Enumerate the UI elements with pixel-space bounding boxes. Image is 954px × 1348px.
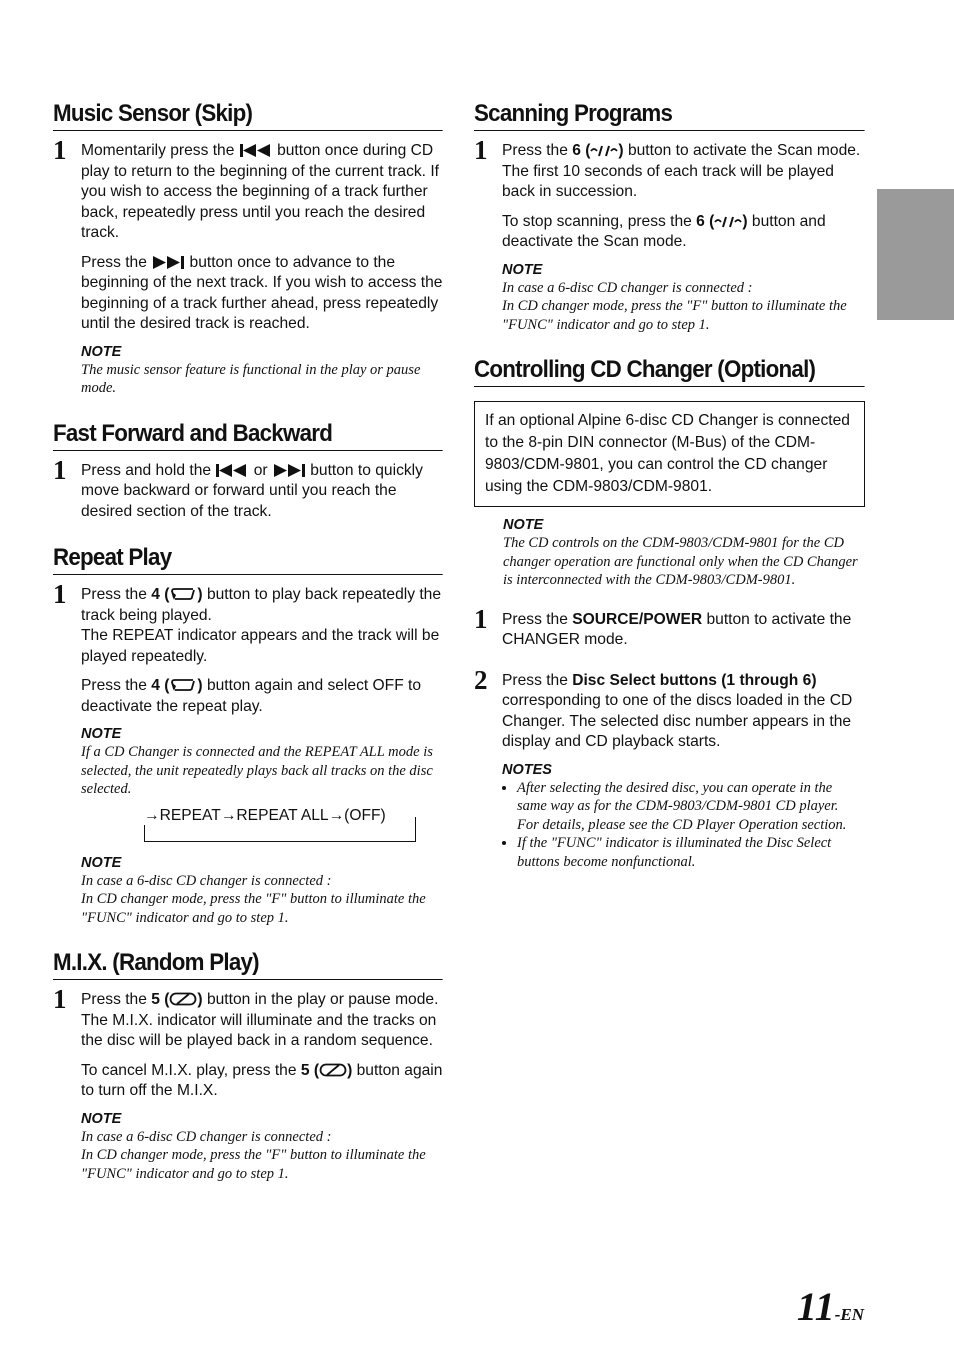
button-ref: 4 ( — [151, 677, 170, 694]
note-label: NOTE — [81, 343, 122, 360]
note-label: NOTE — [81, 854, 122, 871]
page-number — [797, 1283, 864, 1330]
text: For details, please see the CD Player Operation section. — [517, 816, 847, 833]
music-sensor-p2 — [81, 253, 443, 335]
mix-section — [53, 949, 443, 1183]
right-column — [474, 100, 865, 893]
text: Momentarily press the — [81, 142, 239, 159]
section-tab — [877, 189, 954, 320]
repeat-icon — [169, 587, 197, 601]
text: button to quickly move backward or forward until you reach the desired section of the track. — [81, 461, 423, 520]
text: button again and select OFF to deactivate the repeat play. — [81, 677, 422, 715]
repeat-play-p1 — [81, 585, 443, 667]
text: After selecting the desired disc, you can operate in the same way as for the CDM-9803/CDM-9801 CD player. — [517, 779, 839, 814]
text: In CD changer mode, press the "F" button to illuminate the "FUNC" indicator and go to step 1. — [81, 891, 426, 926]
step-number: 2 — [474, 664, 488, 695]
skip-back-icon — [215, 464, 249, 477]
text: Press and hold the — [81, 461, 216, 479]
repeat-play-section — [53, 544, 443, 927]
note-text: The music sensor feature is functional in the play or pause mode. — [81, 361, 421, 396]
page-number-value: 11 — [796, 1284, 835, 1329]
text: Press the — [502, 610, 573, 628]
note-label: NOTE — [502, 261, 543, 278]
text: button and deactivate the Scan mode. — [502, 212, 826, 250]
text: button in the play or pause mode. — [202, 991, 439, 1008]
note-label: NOTE — [81, 726, 122, 742]
changer-title: Controlling CD Changer (Optional) — [474, 356, 865, 387]
text: Press the — [502, 142, 573, 159]
repeat-icon — [169, 678, 197, 692]
step-number: 1 — [474, 135, 488, 165]
changer-step2-text — [502, 671, 865, 753]
text: In case a 6-disc CD changer is connected : — [81, 872, 332, 889]
button-ref: ) — [618, 142, 624, 159]
button-ref: Disc Select buttons (1 through 6) — [572, 671, 817, 689]
button-ref: ) — [197, 677, 203, 694]
changer-step1-text — [502, 610, 865, 651]
repeat-flow-diagram — [81, 807, 443, 845]
step-number: 1 — [53, 135, 67, 165]
text: Press the — [81, 677, 152, 694]
flow-text: →REPEAT→REPEAT ALL→(OFF) — [144, 806, 386, 824]
step-number: 1 — [53, 454, 67, 485]
button-ref: 6 ( — [696, 212, 715, 230]
text: The REPEAT indicator appears and the track will be played repeatedly. — [81, 627, 440, 665]
button-ref: 4 ( — [151, 586, 170, 603]
note-text — [81, 1128, 443, 1184]
mix-p1 — [81, 990, 443, 1052]
list-item: • If the "FUNC" indicator is illuminated the Disc Select buttons become nonfunctional. — [517, 834, 865, 871]
notes-label: NOTES — [502, 761, 552, 778]
note-text — [502, 279, 865, 335]
skip-forward-icon — [151, 256, 185, 269]
button-ref: ) — [347, 1061, 353, 1079]
text: The M.I.X. indicator will illuminate and the tracks on the disc will be played back in a random sequence. — [81, 1011, 437, 1049]
scanning-title: Scanning Programs — [474, 100, 865, 131]
scanning-section — [474, 100, 865, 334]
text: button to activate the CHANGER mode. — [502, 610, 852, 648]
changer-section — [474, 356, 865, 871]
text: button to play back repeatedly the track being played. — [81, 586, 442, 624]
text: To cancel M.I.X. play, press the — [81, 1061, 301, 1079]
page-number-suffix: -EN — [834, 1305, 864, 1324]
mix-step — [53, 984, 443, 1183]
fast-forward-section — [53, 420, 443, 523]
changer-step-1 — [474, 603, 865, 651]
text: In CD changer mode, press the "F" button to illuminate the "FUNC" indicator and go to step 1. — [502, 298, 847, 333]
text: Press the — [81, 586, 152, 603]
music-sensor-section — [53, 100, 443, 398]
note-text — [81, 872, 443, 928]
button-ref: 5 ( — [300, 1061, 320, 1079]
fast-forward-p1 — [81, 461, 443, 523]
text: button again to turn off the M.I.X. — [81, 1061, 443, 1099]
list-item — [517, 779, 865, 835]
repeat-play-title: Repeat Play — [53, 544, 443, 575]
text: Press the — [81, 253, 152, 271]
shuffle-icon — [169, 992, 197, 1006]
step-number: 1 — [474, 603, 488, 634]
text: In case a 6-disc CD changer is connected : — [81, 1128, 332, 1145]
music-sensor-p1 — [81, 141, 443, 244]
mix-p2 — [81, 1061, 443, 1102]
button-ref: ) — [742, 212, 748, 230]
text: In CD changer mode, press the "F" button to illuminate the "FUNC" indicator and go to step 1. — [81, 1147, 426, 1182]
button-ref: ) — [197, 586, 203, 603]
text: Press the — [81, 991, 152, 1008]
scan-icon — [590, 145, 618, 157]
step-number: 1 — [53, 984, 67, 1014]
mix-title: M.I.X. (Random Play) — [53, 949, 443, 980]
scan-icon — [714, 216, 742, 228]
note-label: NOTE — [503, 517, 544, 533]
text: To stop scanning, press the — [502, 212, 697, 230]
text: corresponding to one of the discs loaded in the CD Changer. The selected disc number appears in the display and CD playback starts. — [502, 692, 853, 750]
scanning-step — [474, 135, 865, 334]
notes-list — [502, 779, 865, 872]
left-column — [53, 100, 443, 1205]
note-label: NOTE — [81, 1110, 122, 1127]
fast-forward-step — [53, 454, 443, 523]
note-text: If a CD Changer is connected and the REPEAT ALL mode is selected, the unit repeatedly plays back all tracks on the disc selected. — [81, 744, 433, 797]
skip-back-icon — [239, 144, 273, 157]
changer-note — [474, 517, 865, 590]
skip-forward-icon — [272, 464, 306, 477]
note-text: The CD controls on the CDM-9803/CDM-9801 for the CD changer operation are functional only when the CD Changer is interconnected with the CDM-9803/CDM-9801. — [503, 535, 858, 588]
text: button once during CD play to return to the beginning of the current track. If you wish to access the beginning of a track further back, repeatedly press until you reach the desired track. — [81, 142, 439, 241]
fast-forward-title: Fast Forward and Backward — [53, 420, 443, 451]
music-sensor-title: Music Sensor (Skip) — [53, 100, 443, 131]
changer-step-2 — [474, 664, 865, 872]
text: The first 10 seconds of each track will be played back in succession. — [502, 162, 834, 200]
text: button once to advance to the beginning of the next track. If you wish to access the beginning of a track further ahead, press repeatedly until the desired track is reached. — [81, 253, 443, 332]
text: or — [249, 461, 272, 479]
text: button to activate the Scan mode. — [623, 142, 861, 159]
scanning-p2 — [502, 212, 865, 253]
shuffle-icon — [319, 1063, 347, 1077]
button-ref: ) — [197, 991, 203, 1008]
text: In case a 6-disc CD changer is connected : — [502, 279, 753, 296]
repeat-play-p2 — [81, 676, 443, 717]
step-number: 1 — [53, 579, 67, 609]
text: Press the — [502, 671, 573, 689]
button-ref: SOURCE/POWER — [572, 610, 703, 628]
button-ref: 5 ( — [151, 991, 170, 1008]
changer-info-box: If an optional Alpine 6-disc CD Changer is connected to the 8-pin DIN connector (M-Bus) of the CDM-9803/CDM-9801, you can control the CD changer using the CDM-9803/CDM-9801. — [474, 401, 865, 507]
music-sensor-step — [53, 135, 443, 398]
scanning-p1 — [502, 141, 865, 203]
repeat-play-step — [53, 579, 443, 927]
button-ref: 6 ( — [572, 142, 591, 159]
